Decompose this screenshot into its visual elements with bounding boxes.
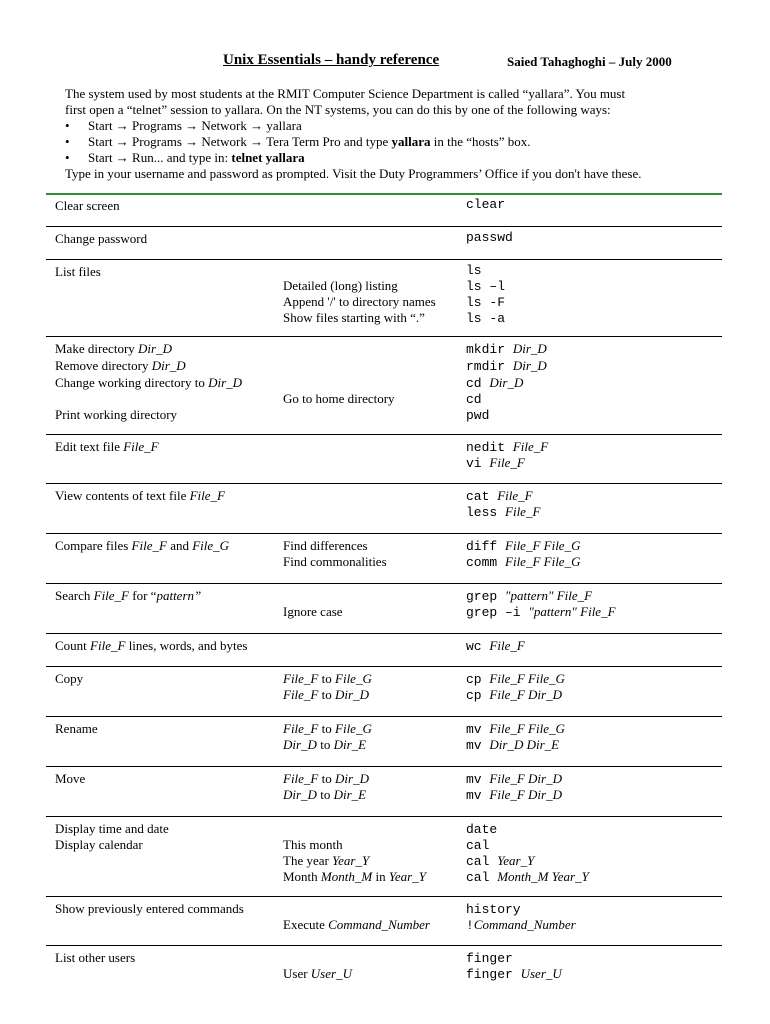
command-text: mv File_F Dir_D: [466, 787, 562, 803]
command-text: ls –l: [466, 279, 506, 294]
command-text: nedit File_F: [466, 439, 549, 455]
intro-line: first open a “telnet” session to yallara. On the NT systems, you can do this by one of the following ways:: [65, 102, 611, 117]
command-text: cd: [466, 392, 482, 407]
command-text: mv File_F Dir_D: [466, 771, 562, 787]
cell-text: Edit text file File_F: [55, 439, 159, 454]
table-row: [46, 195, 722, 227]
command-text: diff File_F File_G: [466, 538, 581, 554]
command-text: comm File_F File_G: [466, 554, 581, 570]
cell-text: User User_U: [283, 966, 352, 981]
cell-text: Make directory Dir_D: [55, 341, 172, 356]
table-row: [46, 534, 722, 584]
cell-text: File_F to File_G: [283, 721, 372, 736]
bullet-bold: telnet yallara: [231, 150, 305, 165]
bullet-item: [65, 118, 715, 134]
cell-text: Find differences: [283, 538, 368, 553]
command-text: finger: [466, 951, 513, 966]
command-text: cat File_F: [466, 488, 533, 504]
cell-text: Show files starting with “.”: [283, 310, 425, 325]
command-text: grep "pattern" File_F: [466, 588, 593, 604]
command-text: !Command_Number: [466, 917, 576, 933]
bullet-text: Start → Programs → Network → yallara: [88, 118, 302, 133]
cell-text: Find commonalities: [283, 554, 387, 569]
bullet-icon: •: [65, 150, 70, 165]
table-row: [46, 337, 722, 435]
cell-text: Append '/' to directory names: [283, 294, 436, 309]
cell-text: The year Year_Y: [283, 853, 370, 868]
cell-text: File_F to File_G: [283, 671, 372, 686]
command-text: wc File_F: [466, 638, 525, 654]
command-text: cal: [466, 838, 490, 853]
command-table: [46, 195, 722, 990]
author-date: Saied Tahaghoghi – July 2000: [507, 54, 672, 69]
command-text: less File_F: [466, 504, 541, 520]
cell-text: Dir_D to Dir_E: [283, 787, 367, 802]
cell-text: Remove directory Dir_D: [55, 358, 186, 373]
table-row: [46, 767, 722, 817]
cell-text: Show previously entered commands: [55, 901, 244, 916]
command-text: cal Year_Y: [466, 853, 535, 869]
bullet-text: in the “hosts” box.: [430, 134, 531, 149]
cell-text: List files: [55, 264, 101, 279]
command-text: clear: [466, 197, 506, 212]
bullet-bold: yallara: [391, 134, 431, 149]
command-text: finger User_U: [466, 966, 562, 982]
table-row: [46, 897, 722, 946]
command-text: passwd: [466, 230, 513, 245]
cell-text: Move: [55, 771, 86, 786]
cell-text: File_F to Dir_D: [283, 687, 369, 702]
intro-text: [65, 86, 715, 182]
command-text: cd Dir_D: [466, 375, 524, 391]
table-row: [46, 260, 722, 337]
table-row: [46, 817, 722, 897]
command-text: cal Month_M Year_Y: [466, 869, 589, 885]
cell-text: Display time and date: [55, 821, 169, 836]
command-text: history: [466, 902, 521, 917]
command-text: ls -F: [466, 295, 506, 310]
page-header: [0, 52, 770, 72]
bullet-icon: •: [65, 134, 70, 149]
command-text: vi File_F: [466, 455, 525, 471]
cell-text: Print working directory: [55, 407, 178, 422]
table-row: [46, 634, 722, 667]
cell-text: List other users: [55, 950, 136, 965]
command-text: cp File_F File_G: [466, 671, 565, 687]
cell-text: Month Month_M in Year_Y: [283, 869, 426, 884]
command-text: mv File_F File_G: [466, 721, 565, 737]
cell-text: Change password: [55, 231, 148, 246]
table-row: [46, 946, 722, 990]
page-title: Unix Essentials – handy reference: [223, 52, 440, 68]
cell-text: Count File_F lines, words, and bytes: [55, 638, 248, 653]
command-text: grep –i "pattern" File_F: [466, 604, 616, 620]
bullet-text: Start → Programs → Network → Tera Term Pro and type: [88, 134, 392, 149]
cell-text: Compare files File_F and File_G: [55, 538, 230, 553]
cell-text: Search File_F for “pattern”: [55, 588, 202, 603]
intro-closing: Type in your username and password as prompted. Visit the Duty Programmers’ Office if you don't have these.: [65, 166, 642, 181]
cell-text: File_F to Dir_D: [283, 771, 369, 786]
intro-line: The system used by most students at the RMIT Computer Science Department is called “yallara”. You must: [65, 86, 626, 101]
bullet-item: [65, 134, 715, 150]
command-text: cp File_F Dir_D: [466, 687, 562, 703]
cell-text: Dir_D to Dir_E: [283, 737, 367, 752]
table-row: [46, 667, 722, 717]
table-row: [46, 227, 722, 260]
cell-text: Detailed (long) listing: [283, 278, 398, 293]
cell-text: Change working directory to Dir_D: [55, 375, 243, 390]
command-text: rmdir Dir_D: [466, 358, 547, 374]
command-text: date: [466, 822, 498, 837]
command-text: mkdir Dir_D: [466, 341, 547, 357]
command-text: mv Dir_D Dir_E: [466, 737, 560, 753]
cell-text: View contents of text file File_F: [55, 488, 225, 503]
bullet-text: Start → Run... and type in:: [88, 150, 232, 165]
command-text: ls -a: [466, 311, 506, 326]
cell-text: Go to home directory: [283, 391, 395, 406]
command-text: pwd: [466, 408, 490, 423]
cell-text: Ignore case: [283, 604, 343, 619]
command-text: ls: [466, 263, 482, 278]
bullet-icon: •: [65, 118, 70, 133]
cell-text: This month: [283, 837, 343, 852]
cell-text: Copy: [55, 671, 84, 686]
cell-text: Rename: [55, 721, 98, 736]
bullet-item: [65, 150, 715, 166]
table-row: [46, 717, 722, 767]
table-row: [46, 484, 722, 534]
table-row: [46, 435, 722, 484]
table-row: [46, 584, 722, 634]
cell-text: Display calendar: [55, 837, 143, 852]
cell-text: Clear screen: [55, 198, 120, 213]
cell-text: Execute Command_Number: [283, 917, 430, 932]
